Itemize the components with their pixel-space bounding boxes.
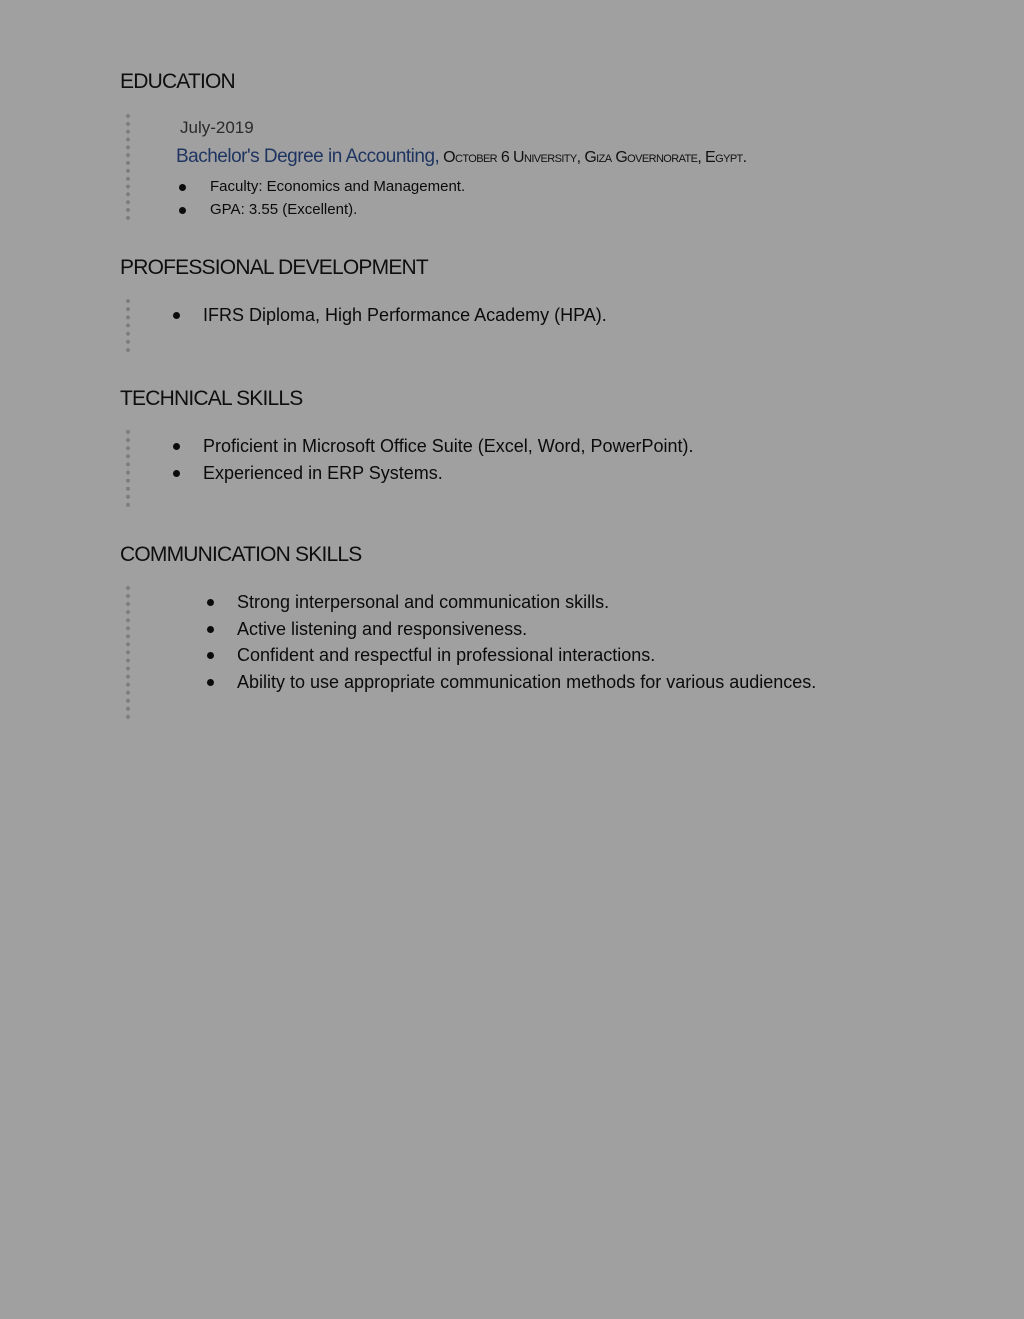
professional-development-dotted-rule [126,299,130,352]
education-heading: EDUCATION [120,70,235,93]
bullet-icon [207,679,214,686]
list-item [206,616,816,643]
bullet-icon [207,652,214,659]
communication-skills-list [206,589,816,695]
technical-skills-dotted-rule [126,430,130,507]
list-item [179,198,465,221]
bullet-icon [173,312,180,319]
bullet-icon [173,470,180,477]
communication-skill-text: Active listening and responsiveness. [237,618,528,639]
technical-skills-heading: TECHNICAL SKILLS [120,387,303,410]
education-details-list [179,175,465,221]
list-item [179,175,465,198]
list-item [206,589,816,616]
degree-title: Bachelor's Degree in Accounting [176,146,435,167]
list-item [172,460,694,487]
university-name: October 6 University, Giza Governorate, Egypt. [439,149,747,166]
list-item [172,302,607,329]
communication-skill-text: Ability to use appropriate communication methods for various audiences. [237,671,817,692]
education-detail-text: Faculty: Economics and Management. [210,178,466,195]
degree-line [176,146,747,168]
professional-development-heading: PROFESSIONAL DEVELOPMENT [120,256,428,279]
communication-skills-dotted-rule [126,586,130,719]
professional-development-list [172,302,607,329]
technical-skill-text: Experienced in ERP Systems. [203,462,443,483]
bullet-icon [179,184,186,191]
professional-development-text: IFRS Diploma, High Performance Academy (HPA). [203,305,607,325]
graduation-date: July-2019 [180,118,254,137]
technical-skill-text: Proficient in Microsoft Office Suite (Excel, Word, PowerPoint). [203,436,694,456]
degree-separator: , [434,146,440,167]
communication-skill-text: Strong interpersonal and communication skills. [237,592,610,612]
communication-skill-text: Confident and respectful in professional interactions. [237,645,656,665]
bullet-icon [207,626,214,633]
bullet-icon [207,599,214,606]
bullet-icon [179,207,186,214]
education-detail-text: GPA: 3.55 (Excellent). [210,201,358,218]
list-item [206,642,816,669]
bullet-icon [173,443,180,450]
technical-skills-list [172,433,694,486]
education-dotted-rule [126,114,130,220]
communication-skills-heading: COMMUNICATION SKILLS [120,543,362,566]
list-item [172,433,694,460]
list-item [206,669,816,696]
